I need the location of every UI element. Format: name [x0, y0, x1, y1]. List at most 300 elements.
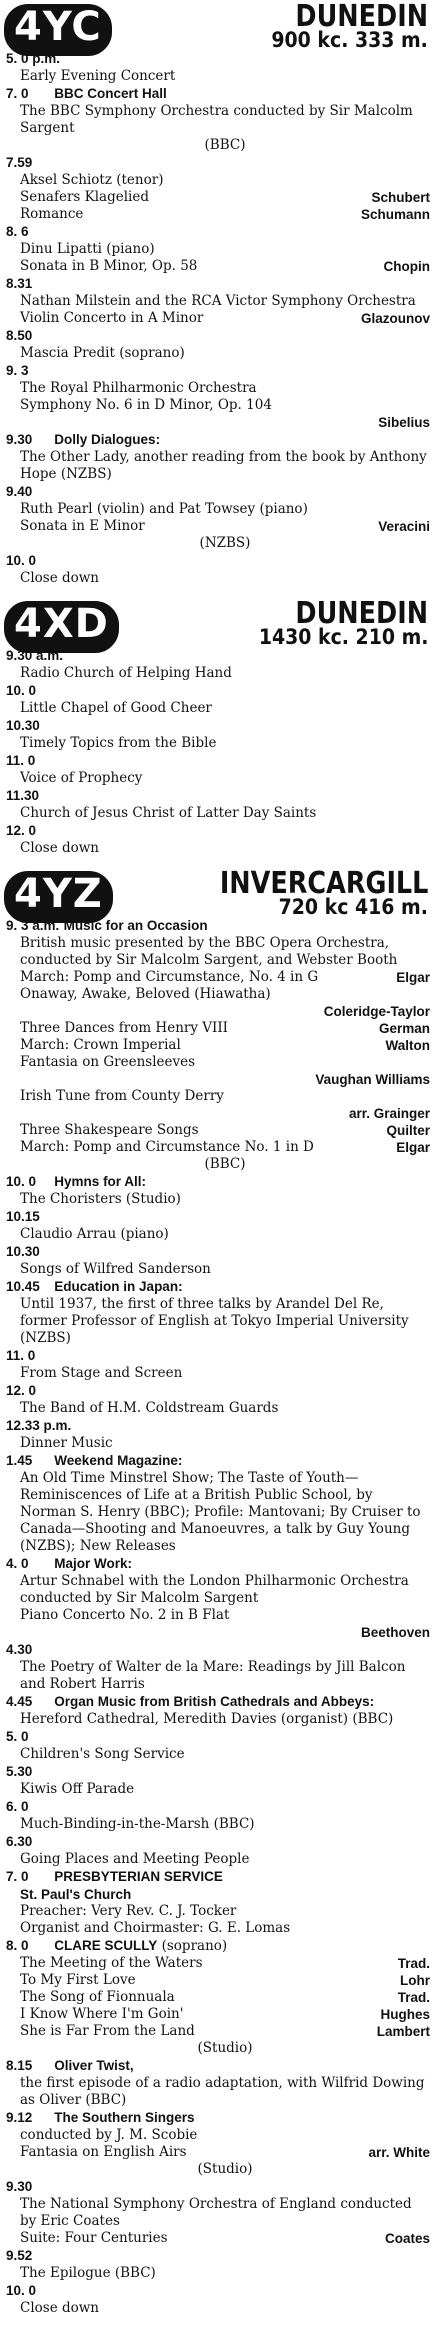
schedule-entry [6, 2178, 430, 2247]
entry-line-text: Songs of Wilfred Sanderson [20, 1261, 211, 1277]
entry-first-line [6, 682, 430, 700]
entry-line-text: Dinu Lipatti (piano) [20, 241, 155, 257]
entry-time: 8.50 [6, 328, 33, 343]
entry-line-text: Close down [20, 570, 100, 586]
entry-line [6, 1296, 430, 1347]
entry-first-line [6, 362, 430, 380]
entry-line [6, 1071, 430, 1088]
entry-line [6, 1191, 430, 1208]
schedule-entry [6, 682, 430, 717]
entry-first-line [6, 1868, 430, 1886]
entry-first-line [6, 1833, 430, 1851]
entry-first-line [6, 1641, 430, 1659]
entry-line-text: Irish Tune from County Derry [20, 1088, 224, 1104]
schedule-entry [6, 50, 430, 85]
entry-line [6, 1156, 430, 1173]
schedule-entry [6, 1347, 430, 1382]
composer-name: Elgar [396, 970, 430, 985]
entry-line-text: British music presented by the BBC Opera Orchestra, conducted by Sir Malcolm Sargent, and Webster Booth [20, 935, 398, 968]
station-city: INVERCARGILL [219, 866, 428, 901]
entry-line-text: The Other Lady, another reading from the book by Anthony Hope (NZBS) [20, 449, 427, 482]
station-frequency: 720 kc 416 m. [278, 895, 428, 919]
entry-time: 9. 3 a.m. [6, 918, 60, 933]
station-frequency: 900 kc. 333 m. [271, 28, 428, 52]
entry-line [6, 103, 430, 137]
entry-title: Organ Music from British Cathedrals and Abbeys: [54, 1694, 375, 1709]
entry-line [6, 2300, 430, 2317]
entry-first-line [6, 327, 430, 345]
entry-line-text: Going Places and Meeting People [20, 1851, 250, 1867]
entry-time: 9.52 [6, 2248, 33, 2263]
entry-line [6, 258, 430, 275]
entry-line-text: Ruth Pearl (violin) and Pat Towsey (piano) [20, 501, 308, 517]
schedule-entry [6, 1278, 430, 1347]
schedule-entry [6, 362, 430, 431]
entry-line [6, 189, 430, 206]
entry-line [6, 2265, 430, 2282]
entry-line [6, 1020, 430, 1037]
entry-line-text: The BBC Symphony Orchestra conducted by Sir Malcolm Sargent [20, 103, 413, 136]
schedule-entry [6, 1243, 430, 1278]
entry-time: 8. 0 [6, 1938, 29, 1953]
entry-line [6, 397, 430, 414]
entry-line-text: March: Pomp and Circumstance No. 1 in D [20, 1139, 314, 1155]
entry-title: Hymns for All: [54, 1174, 147, 1189]
entry-first-line [6, 1208, 430, 1226]
schedule-entry [6, 1641, 430, 1693]
entry-first-line [6, 1278, 430, 1296]
entry-line-text: Organist and Choirmaster: G. E. Lomas [20, 1920, 291, 1936]
entry-time: 10.30 [6, 718, 40, 733]
entry-line [6, 1989, 430, 2006]
composer-name: Trad. [397, 1956, 430, 1971]
entry-line [6, 241, 430, 258]
entry-line [6, 2023, 430, 2040]
entry-line-text: The Epilogue (BBC) [20, 2265, 156, 2281]
schedule-entry [6, 2282, 430, 2317]
entry-line [6, 1972, 430, 1989]
entry-first-line [6, 752, 430, 770]
entry-line [6, 1088, 430, 1105]
entry-title: Major Work: [54, 1556, 133, 1571]
entry-line-text: I Know Where I'm Goin' [20, 2006, 184, 2022]
entry-first-line [6, 223, 430, 241]
entry-line-text: conducted by J. M. Scobie [20, 2127, 198, 2143]
entry-line [6, 1054, 430, 1071]
composer-name: Hughes [380, 2007, 430, 2022]
entry-line-text: Violin Concerto in A Minor [20, 310, 204, 326]
entry-time: 5.30 [6, 1764, 33, 1779]
entry-line [6, 1365, 430, 1382]
entry-time: 12. 0 [6, 823, 37, 838]
composer-name: Lohr [400, 1973, 430, 1988]
schedule-entry [6, 1417, 430, 1452]
entry-title: PRESBYTERIAN SERVICE [54, 1869, 223, 1884]
entry-line [6, 665, 430, 682]
composer-name: Trad. [397, 1990, 430, 2005]
entry-line-text: Nathan Milstein and the RCA Victor Symphony Orchestra [20, 293, 416, 309]
entry-first-line [6, 483, 430, 501]
entry-time: 10.30 [6, 1244, 40, 1259]
station-frequency: 1430 kc. 210 m. [258, 625, 428, 649]
schedule-entry [6, 327, 430, 362]
entry-line-text: Sonata in B Minor, Op. 58 [20, 258, 198, 274]
entry-line-text: (Studio) [197, 2161, 253, 2177]
entry-time: 7. 0 [6, 86, 29, 101]
entry-first-line [6, 552, 430, 570]
entry-first-line [6, 2282, 430, 2300]
station-logo: 4YC [4, 4, 112, 56]
schedule-entry [6, 2057, 430, 2109]
entry-title: Oliver Twist, [54, 2058, 134, 2073]
entry-line [6, 2144, 430, 2161]
entry-line [6, 935, 430, 969]
entry-title: CLARE SCULLY [54, 1938, 158, 1953]
entry-line [6, 449, 430, 483]
station-city: DUNEDIN [295, 596, 428, 631]
schedule-entry [6, 552, 430, 587]
entry-line-text: (Studio) [197, 2040, 253, 2056]
entry-line [6, 1711, 430, 1728]
entry-line [6, 2161, 430, 2178]
entry-line-text: Timely Topics from the Bible [20, 735, 217, 751]
entry-line-text: To My First Love [20, 1972, 136, 1988]
schedule-entry [6, 717, 430, 752]
station-header [4, 867, 432, 917]
entry-title: The Southern Singers [54, 2110, 195, 2125]
entry-time: 11.30 [6, 788, 40, 803]
entry-line-text: Sonata in E Minor [20, 518, 145, 534]
station-schedule [0, 647, 436, 857]
entry-time: 9.40 [6, 484, 33, 499]
composer-name: Quilter [386, 1123, 430, 1138]
entry-line [6, 1139, 430, 1156]
entry-line [6, 1903, 430, 1920]
entry-first-line [6, 1937, 430, 1955]
schedule-entry [6, 1208, 430, 1243]
entry-line [6, 1816, 430, 1833]
entry-line-text: Onaway, Awake, Beloved (Hiawatha) [20, 986, 271, 1002]
schedule-entry [6, 1798, 430, 1833]
composer-name: Sibelius [378, 415, 430, 430]
entry-time: 9.30 [6, 2179, 33, 2194]
schedule-entry [6, 1763, 430, 1798]
entry-line-text: Close down [20, 2300, 100, 2316]
entry-line-text: the first episode of a radio adaptation, with Wilfrid Dowing as Oliver (BBC) [20, 2075, 425, 2108]
station-city: DUNEDIN [295, 0, 428, 34]
entry-time: 1.45 [6, 1453, 33, 1468]
entry-time: 7.59 [6, 155, 33, 170]
entry-line-text: Church of Jesus Christ of Latter Day Saints [20, 805, 317, 821]
composer-name: Schubert [371, 190, 430, 205]
entry-line-text: Preacher: Very Rev. C. J. Tocker [20, 1903, 237, 1919]
entry-first-line [6, 2109, 430, 2127]
entry-first-line [6, 917, 430, 935]
composer-name: German [378, 1021, 430, 1036]
entry-line [6, 2006, 430, 2023]
entry-title: BBC Concert Hall [54, 86, 167, 101]
composer-name: Vaughan Williams [315, 1072, 430, 1087]
entry-time: 9. 3 [6, 363, 29, 378]
entry-time: 12.33 p.m. [6, 1418, 72, 1433]
entry-line [6, 1920, 430, 1937]
entry-line [6, 68, 430, 85]
entry-line-text: Piano Concerto No. 2 in B Flat [20, 1607, 230, 1623]
section-gap [0, 2317, 436, 2327]
entry-first-line [6, 647, 430, 665]
entry-title: Dolly Dialogues: [54, 432, 161, 447]
schedule-entry [6, 223, 430, 275]
entry-line [6, 1003, 430, 1020]
entry-line [6, 1955, 430, 1972]
entry-time: 10. 0 [6, 553, 37, 568]
entry-line-text: (BBC) [204, 137, 246, 153]
entry-time: 9.30 [6, 432, 33, 447]
entry-line-text: Romance [20, 206, 84, 222]
entry-line-text: Mascia Predit (soprano) [20, 345, 185, 361]
entry-time: 5. 0 p.m. [6, 51, 61, 66]
entry-line [6, 206, 430, 223]
schedule-entry [6, 1868, 430, 1937]
entry-line [6, 1851, 430, 1868]
composer-name: Chopin [383, 259, 430, 274]
entry-line [6, 1746, 430, 1763]
entry-line-text: Symphony No. 6 in D Minor, Op. 104 [20, 397, 272, 413]
schedule-entry [6, 85, 430, 154]
schedule-entry [6, 2247, 430, 2282]
entry-first-line [6, 275, 430, 293]
entry-line [6, 840, 430, 857]
entry-time: 8. 6 [6, 224, 29, 239]
entry-line-text: Voice of Prophecy [20, 770, 143, 786]
schedule-entry [6, 2109, 430, 2178]
entry-line-text: She is Far From the Land [20, 2023, 195, 2039]
entry-line [6, 137, 430, 154]
schedule-entry [6, 154, 430, 223]
entry-title-suffix: (soprano) [161, 1938, 228, 1954]
entry-line [6, 1607, 430, 1624]
entry-line-text: (BBC) [204, 1156, 246, 1172]
entry-line [6, 770, 430, 787]
schedule-entry [6, 1693, 430, 1728]
entry-line-text: Three Dances from Henry VIII [20, 1020, 229, 1036]
entry-line [6, 969, 430, 986]
schedule-entry [6, 483, 430, 552]
schedule-entry [6, 431, 430, 483]
composer-name: Coleridge-Taylor [323, 1004, 430, 1019]
entry-line [6, 1781, 430, 1798]
entry-first-line [6, 1555, 430, 1573]
entry-first-line [6, 787, 430, 805]
entry-time: 10. 0 [6, 683, 37, 698]
entry-title: Education in Japan: [54, 1279, 183, 1294]
entry-line [6, 2196, 430, 2230]
entry-first-line [6, 1347, 430, 1365]
entry-line-text: Fantasia on Greensleeves [20, 1054, 196, 1070]
entry-line [6, 1105, 430, 1122]
entry-line-text: Aksel Schiotz (tenor) [20, 172, 164, 188]
entry-line [6, 700, 430, 717]
station-logo: 4XD [4, 601, 119, 653]
entry-time: 7. 0 [6, 1869, 29, 1884]
entry-line [6, 1261, 430, 1278]
schedule-entry [6, 1173, 430, 1208]
entry-line-text: Dinner Music [20, 1435, 113, 1451]
entry-line [6, 805, 430, 822]
entry-line-text: An Old Time Minstrel Show; The Taste of Youth—Reminiscences of Life at a British Public School, by Norman S. Henry (BBC); Profile: Mantovani; By Cruiser to Canada—Shooting and Manoeuvres, a talk by Guy Young (NZBS); New Releases [20, 1470, 421, 1554]
entry-line [6, 1659, 430, 1693]
entry-line [6, 345, 430, 362]
entry-time: 8.15 [6, 2058, 33, 2073]
entry-first-line [6, 85, 430, 103]
entry-line-text: The Song of Fionnuala [20, 1989, 175, 2005]
schedule-entry [6, 1937, 430, 2057]
schedule-entry [6, 917, 430, 1173]
entry-first-line [6, 2178, 430, 2196]
entry-time: 5. 0 [6, 1729, 29, 1744]
composer-name: Walton [385, 1038, 430, 1053]
entry-line [6, 2040, 430, 2057]
entry-line-text: St. Paul's Church [20, 1887, 132, 1902]
schedule-entry [6, 1382, 430, 1417]
entry-time: 9.12 [6, 2110, 33, 2125]
entry-time: 10.15 [6, 1209, 40, 1224]
entry-time: 11. 0 [6, 753, 36, 768]
entry-line [6, 1037, 430, 1054]
entry-line-text: March: Pomp and Circumstance, No. 4 in G [20, 969, 319, 985]
entry-first-line [6, 50, 430, 68]
entry-line-text: Fantasia on English Airs [20, 2144, 187, 2160]
entry-line [6, 1226, 430, 1243]
entry-line [6, 380, 430, 397]
entry-first-line [6, 1417, 430, 1435]
entry-line [6, 310, 430, 327]
entry-line-text: The National Symphony Orchestra of England conducted by Eric Coates [20, 2196, 412, 2229]
entry-line-text: Radio Church of Helping Hand [20, 665, 232, 681]
entry-line [6, 2075, 430, 2109]
entry-line [6, 2230, 430, 2247]
entry-line-text: The Royal Philharmonic Orchestra [20, 380, 257, 396]
entry-line [6, 1122, 430, 1139]
entry-first-line [6, 1798, 430, 1816]
entry-time: 4. 0 [6, 1556, 29, 1571]
entry-line-text: Close down [20, 840, 100, 856]
entry-line-text: Much-Binding-in-the-Marsh (BBC) [20, 1816, 255, 1832]
entry-line-text: The Poetry of Walter de la Mare: Readings by Jill Balcon and Robert Harris [20, 1659, 406, 1692]
entry-line [6, 986, 430, 1003]
schedule-entry [6, 1833, 430, 1868]
entry-first-line [6, 1728, 430, 1746]
schedule-entry [6, 752, 430, 787]
entry-line [6, 1886, 430, 1903]
entry-line [6, 518, 430, 535]
entry-line-text: Suite: Four Centuries [20, 2230, 168, 2246]
composer-name: Lambert [376, 2024, 430, 2039]
entry-line-text: Little Chapel of Good Cheer [20, 700, 212, 716]
composer-name: Veracini [378, 519, 430, 534]
entry-line [6, 1435, 430, 1452]
composer-name: Beethoven [360, 1625, 430, 1640]
entry-line [6, 1573, 430, 1607]
entry-time: 9.30 a.m. [6, 648, 64, 663]
entry-line-text: March: Crown Imperial [20, 1037, 181, 1053]
entry-time: 6. 0 [6, 1799, 29, 1814]
schedule-entry [6, 787, 430, 822]
composer-name: Elgar [396, 1140, 430, 1155]
entry-first-line [6, 2247, 430, 2265]
entry-line-text: Claudio Arrau (piano) [20, 1226, 169, 1242]
entry-first-line [6, 1243, 430, 1261]
entry-time: 8.31 [6, 276, 33, 291]
entry-time: 6.30 [6, 1834, 33, 1849]
entry-line [6, 172, 430, 189]
entry-first-line [6, 717, 430, 735]
station-header [4, 0, 432, 50]
entry-line [6, 535, 430, 552]
entry-line-text: The Meeting of the Waters [20, 1955, 203, 1971]
entry-first-line [6, 822, 430, 840]
schedule-entry [6, 822, 430, 857]
station-schedule [0, 917, 436, 2317]
composer-name: Schumann [360, 207, 430, 222]
schedule-entry [6, 275, 430, 327]
entry-title: Music for an Occasion [63, 918, 208, 933]
entry-first-line [6, 2057, 430, 2075]
entry-time: 10.45 [6, 1279, 40, 1294]
entry-line [6, 570, 430, 587]
entry-time: 10. 0 [6, 2283, 37, 2298]
entry-time: 4.45 [6, 1694, 33, 1709]
entry-time: 11. 0 [6, 1348, 36, 1363]
entry-line-text: The Band of H.M. Coldstream Guards [20, 1400, 279, 1416]
entry-line-text: Children's Song Service [20, 1746, 185, 1762]
entry-first-line [6, 1452, 430, 1470]
schedule-entry [6, 647, 430, 682]
entry-first-line [6, 154, 430, 172]
entry-line-text: Artur Schnabel with the London Philharmonic Orchestra conducted by Sir Malcolm Sargent [20, 1573, 409, 1606]
composer-name: arr. Grainger [348, 1106, 430, 1121]
station-schedule [0, 50, 436, 587]
entry-first-line [6, 1693, 430, 1711]
entry-line-text: Kiwis Off Parade [20, 1781, 135, 1797]
composer-name: arr. White [368, 2145, 430, 2160]
entry-line [6, 1400, 430, 1417]
schedule-entry [6, 1452, 430, 1555]
entry-time: 12. 0 [6, 1383, 37, 1398]
entry-line-text: (NZBS) [199, 535, 251, 551]
composer-name: Coates [384, 2231, 430, 2246]
entry-first-line [6, 1173, 430, 1191]
entry-line-text: Early Evening Concert [20, 68, 176, 84]
entry-line [6, 414, 430, 431]
entry-line [6, 501, 430, 518]
entry-line [6, 735, 430, 752]
entry-line-text: From Stage and Screen [20, 1365, 183, 1381]
schedule-entry [6, 1728, 430, 1763]
entry-line-text: Senafers Klagelied [20, 189, 149, 205]
entry-line-text: The Choristers (Studio) [20, 1191, 181, 1207]
entry-first-line [6, 431, 430, 449]
entry-line [6, 2127, 430, 2144]
entry-title: Weekend Magazine: [54, 1453, 183, 1468]
entry-time: 4.30 [6, 1642, 33, 1657]
entry-line-text: Hereford Cathedral, Meredith Davies (organist) (BBC) [20, 1711, 394, 1727]
entry-time: 10. 0 [6, 1174, 37, 1189]
entry-line [6, 1470, 430, 1555]
schedule-entry [6, 1555, 430, 1641]
entry-first-line [6, 1382, 430, 1400]
entry-line [6, 293, 430, 310]
